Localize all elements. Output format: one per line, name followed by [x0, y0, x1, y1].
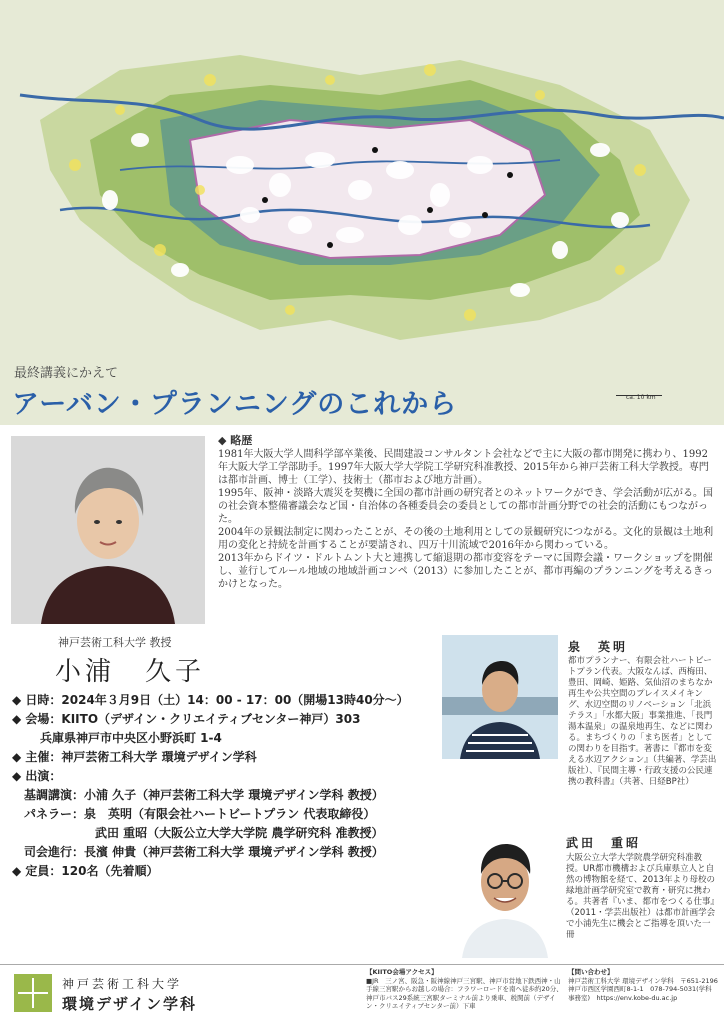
panelist-1-illustration	[442, 635, 558, 759]
footer-department-name: 環境デザイン学科	[62, 995, 197, 1013]
professor-affiliation: 神戸芸術工科大学 教授	[58, 636, 172, 649]
footer-access	[366, 968, 566, 1011]
panelist-1-photo	[442, 635, 558, 759]
event-performers-heading: ◆ 出演：	[12, 769, 62, 783]
scale-label: ca. 10 km	[626, 394, 656, 401]
bio-heading: ◆ 略歴	[218, 434, 253, 447]
event-address: 兵庫県神戸市中央区小野浜町 1-4	[40, 731, 222, 745]
panelist-2-illustration	[452, 826, 558, 958]
portrait-illustration	[11, 436, 205, 624]
event-panelist-2: 武田 重昭（大阪公立大学大学院 農学研究科 准教授）	[95, 826, 384, 840]
event-panelist-1: パネラー：泉 英明（有限会社ハートビートプラン 代表取締役）	[24, 807, 376, 821]
access-heading: 【KIITO会場アクセス】	[366, 968, 438, 976]
bio-paragraph: 1981年大阪大学人間科学部卒業後、民間建設コンサルタント会社などで主に大阪の都市開発に携わり、1992年大阪大学工学部助手。1997年大阪大学大学院工学研究科准教授、2015年から神戸芸術工科大学教授。専門は都市計画、博士（工学）、技術士（都市および地方計画）。	[218, 449, 709, 486]
event-venue: ◆ 会場：KIITO（デザイン・クリエイティブセンター神戸）303	[12, 712, 361, 726]
panelist-1-name: 泉 英明	[568, 640, 629, 654]
event-host: ◆ 主催：神戸芸術工科大学 環境デザイン学科	[12, 750, 257, 764]
panelist-2-bio: 大阪公立大学大学院農学研究科准教授。UR都市機構および兵庫県立人と自然の博物館を経て、2013年より母校の緑地計画学研究室で教育・研究に携わる。共著者『いま、都市をつくる仕事』（2011・学芸出版社）は都市計画学会で小浦先生に機会とご指導を頂いた一冊	[566, 853, 716, 940]
bio-paragraph: 2013年からドイツ・ドルトムント大と連携して縮退期の都市変容をテーマに国際会議・ワークショップを開催し、並行してルール地域の地域計画コンペ（2013）に参加したことが、都市再編のプランニングを考えるきっかけとなった。	[218, 553, 714, 590]
hero-map	[0, 0, 724, 425]
contact-body[interactable]: 神戸芸術工科大学 環境デザイン学科 〒651-2196 神戸市西区学園西町8-1-1 078-794-5031(学科事務室) https://env.kobe-du.ac.jp	[568, 976, 718, 1002]
professor-photo	[11, 436, 205, 624]
subtitle: 最終講義にかえて	[14, 366, 119, 381]
contact-heading: 【問い合わせ】	[568, 968, 614, 976]
event-keynote: 基調講演：小浦 久子（神戸芸術工科大学 環境デザイン学科 教授）	[24, 788, 384, 802]
footer-divider	[0, 964, 724, 965]
footer-university-name: 神戸芸術工科大学	[62, 977, 183, 991]
footer-contact	[568, 968, 718, 1002]
panelist-2-name: 武田 重昭	[566, 836, 642, 850]
page-title: アーバン・プランニングのこれから	[12, 389, 458, 420]
event-moderator: 司会進行：長濱 伸貴（神戸芸術工科大学 環境デザイン学科 教授）	[24, 845, 384, 859]
university-logo-icon	[14, 974, 52, 1012]
panelist-1-bio: 都市プランナー、有限会社ハートビートプラン代表。大阪なんば、西梅田、豊田、岡崎、姫路、気仙沼のまちなか再生や公共空間のプレイスメイキング、水辺空間のリノベーション「北浜テラス」「水都大阪」事業推進、「長門湯本温泉」の温泉地再生、などに関わる。まちづくりの「まち医者」としての関わりを目指す。著書に『都市を変える水辺アクション』（共編著、学芸出版社）、『民間主導・行政支援の公民連携の教科書』（共著、日経BP社）	[568, 656, 717, 787]
professor-name: 小浦 久子	[55, 657, 206, 687]
event-info	[12, 691, 442, 881]
event-capacity: ◆ 定員：120名（先着順）	[12, 864, 159, 878]
bio-paragraph: 1995年、阪神・淡路大震災を契機に全国の都市計画の研究者とのネットワークができ、学会活動が広がる。国の社会資本整備審議会など国・自治体の各種委員会の委員としての都市計画分野での社会的活動にもつながった。	[218, 488, 714, 525]
panelist-2-photo	[452, 826, 558, 958]
access-body: ■JR 三ノ宮、阪急・阪神線神戸三宮駅、神戸市営地下鉄西神・山手線三宮駅からお越しの場合：フラワーロードを南へ徒歩約20分、神戸市バス29系統三宮駅ターミナル前より乗車、税関前（デザイン・クリエイティブセンター前）下車	[366, 976, 563, 1010]
event-date: ◆ 日時：2024年３月9日（土）14：00 - 17：00（開場13時40分〜）	[12, 693, 409, 707]
bio-paragraph: 2004年の景観法制定に関わったことが、その後の土地利用としての景観研究につながる。文化的景観は土地利用の変化と持続を計画することが要請され、四万十川流域で2016年から関わっている。	[218, 527, 714, 551]
logo-cross-horizontal	[18, 992, 48, 994]
bio-section	[218, 434, 716, 591]
